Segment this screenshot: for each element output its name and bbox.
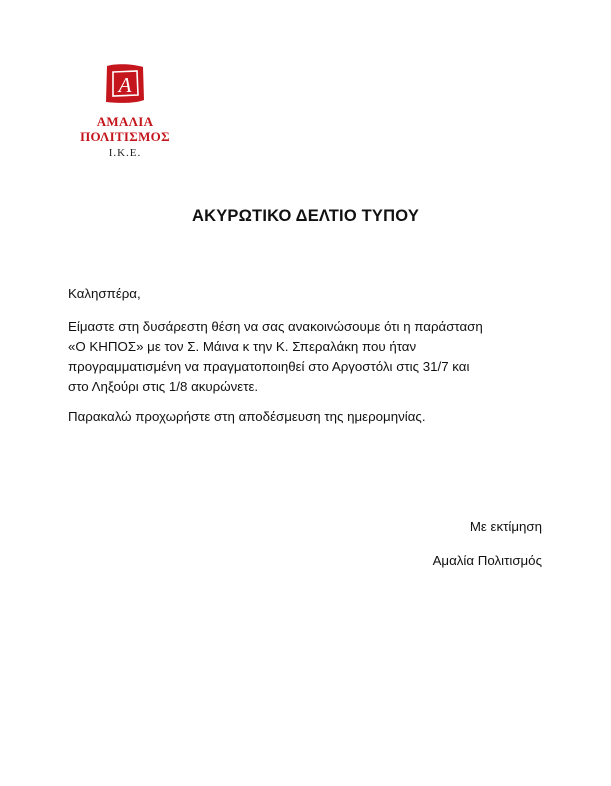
paragraph-line: στο Ληξούρι στις 1/8 ακυρώνετε. xyxy=(68,379,259,394)
signature-block xyxy=(433,517,542,571)
logo-name-line1: ΑΜΑΛΙΑ xyxy=(96,114,154,129)
logo-suffix: Ι.Κ.Ε. xyxy=(108,147,142,159)
greeting: Καλησπέρα, xyxy=(68,286,141,301)
request-paragraph: Παρακαλώ προχωρήστε στη αποδέσμευση της ημερομηνίας. xyxy=(68,409,426,424)
logo-mark-letter: Α xyxy=(118,73,132,97)
document-title: ΑΚΥΡΩΤΙΚΟ ΔΕΛΤΙΟ ΤΥΠΟΥ xyxy=(191,207,420,225)
signature-name: Αμαλία Πολιτισμός xyxy=(432,553,542,568)
paragraph-line: προγραμματισμένη να πραγματοποιηθεί στο Αργοστόλι στις 31/7 και xyxy=(68,359,470,374)
logo-mark-icon xyxy=(104,62,146,106)
paragraph-line: «Ο ΚΗΠΟΣ» με τον Σ. Μάινα κ την Κ. Σπεραλάκη που ήταν xyxy=(68,339,417,354)
logo-name-line2: ΠΟΛΙΤΙΣΜΟΣ xyxy=(80,129,170,144)
announcement-paragraph xyxy=(68,317,558,397)
paragraph-line: Είμαστε στη δυσάρεστη θέση να σας ανακοινώσουμε ότι η παράσταση xyxy=(68,319,483,334)
company-logo xyxy=(80,62,170,160)
signature-closing: Με εκτίμηση xyxy=(469,519,542,534)
document-body xyxy=(68,284,558,427)
